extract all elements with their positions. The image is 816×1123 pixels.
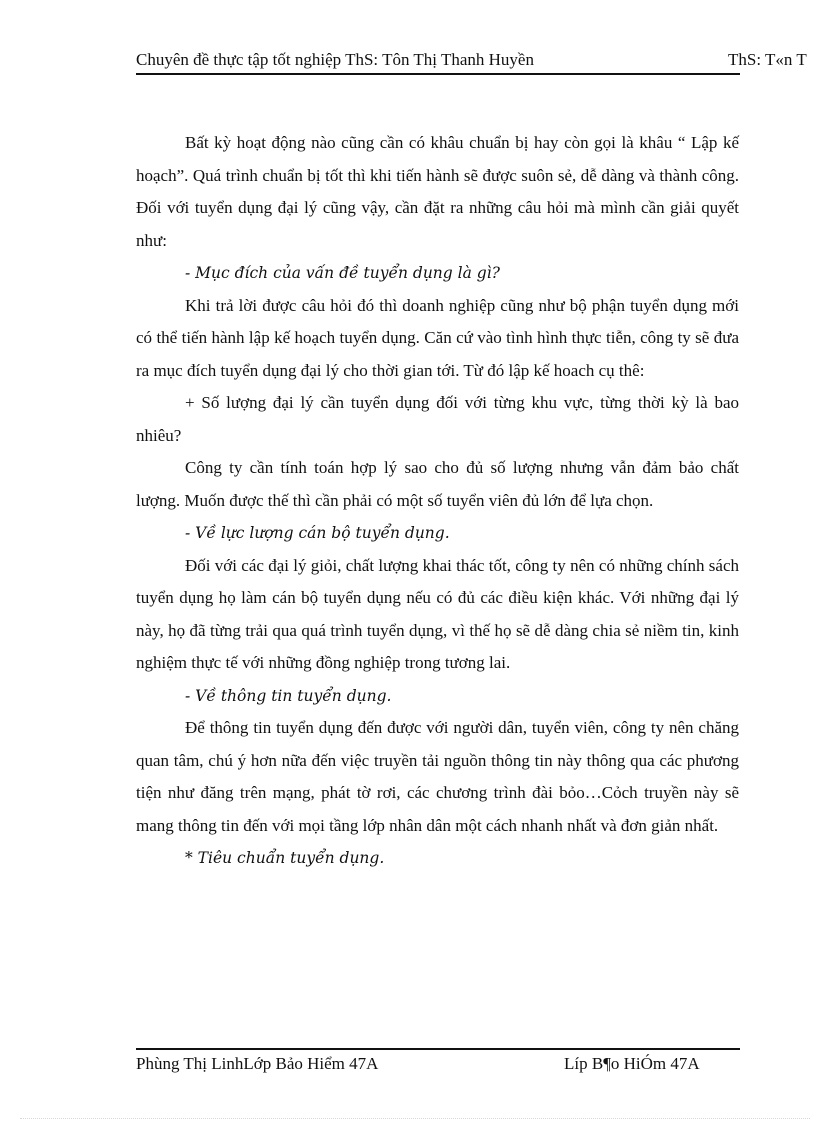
page-bottom-divider (20, 1118, 810, 1119)
paragraph-purpose: Khi trả lời được câu hỏi đó thì doanh nghiệp cũng như bộ phận tuyển dụng mới có thể tiến hành lập kế hoạch tuyển dụng. Căn cứ vào tình hình thực tiễn, công ty sẽ đưa ra mục đích tuyển dụng đại lý cho thời gian tới. Từ đó lập kế hoach cụ thê: (136, 295, 739, 380)
footer-class: Líp B¶o HiÓm 47A (564, 1054, 700, 1073)
header-title: Chuyên đề thực tập tốt nghiệp ThS: Tôn Thị Thanh Huyền (136, 50, 534, 69)
page-footer (136, 1052, 740, 1078)
page-header (136, 48, 816, 74)
heading-recruiting-staff: - Về lực lượng cán bộ tuyển dụng. (185, 524, 450, 542)
footer-rule (136, 1048, 740, 1050)
paragraph-recruiting-staff: Đối với các đại lý giỏi, chất lượng khai thác tốt, công ty nên có những chính sách tuyển dụng họ làm cán bộ tuyển dụng nếu có đủ các điều kiện khác. Với những đại lý này, họ đã từng trải qua quá trình tuyển dụng, vì thế họ sẽ dễ dàng chia sẻ niềm tin, kinh nghiệm thực tế với những đồng nghiệp trong tương lai. (136, 555, 739, 672)
paragraph-quantity: + Số lượng đại lý cần tuyển dụng đối với từng khu vực, từng thời kỳ là bao nhiêu? (136, 393, 739, 445)
document-body (136, 127, 739, 875)
question-purpose: - Mục đích của vấn đề tuyển dụng là gì? (185, 264, 500, 282)
paragraph-quality: Công ty cần tính toán hợp lý sao cho đủ số lượng nhưng vẫn đảm bảo chất lượng. Muốn được thế thì cần phải có một số tuyển viên đủ lớn để lựa chọn. (136, 458, 739, 510)
paragraph-intro: Bất kỳ hoạt động nào cũng cần có khâu chuẩn bị hay còn gọi là khâu “ Lập kế hoạch”. Quá trình chuẩn bị tốt thì khi tiến hành sẽ được suôn sẻ, dễ dàng và thành công. Đối với tuyển dụng đại lý cũng vậy, cần đặt ra những câu hỏi mà mình cần giải quyết như: (136, 133, 739, 250)
paragraph-recruiting-info: Để thông tin tuyển dụng đến được với người dân, tuyển viên, công ty nên chăng quan tâm, chú ý hơn nữa đến việc truyền tải nguồn thông tin này thông qua các phương tiện như đăng trên mạng, phát tờ rơi, các chương trình đài bỏo…Cỏch truyền này sẽ mang thông tin đến với mọi tầng lớp nhân dân một cách nhanh nhất và đơn giản nhất. (136, 718, 739, 835)
footer-author: Phùng Thị LinhLớp Bảo Hiểm 47A (136, 1054, 379, 1073)
header-overflow-text: ThS: T«n T (728, 50, 807, 69)
header-rule (136, 73, 740, 75)
heading-recruiting-criteria: * Tiêu chuẩn tuyển dụng. (185, 849, 385, 867)
heading-recruiting-info: - Về thông tin tuyển dụng. (185, 686, 392, 705)
